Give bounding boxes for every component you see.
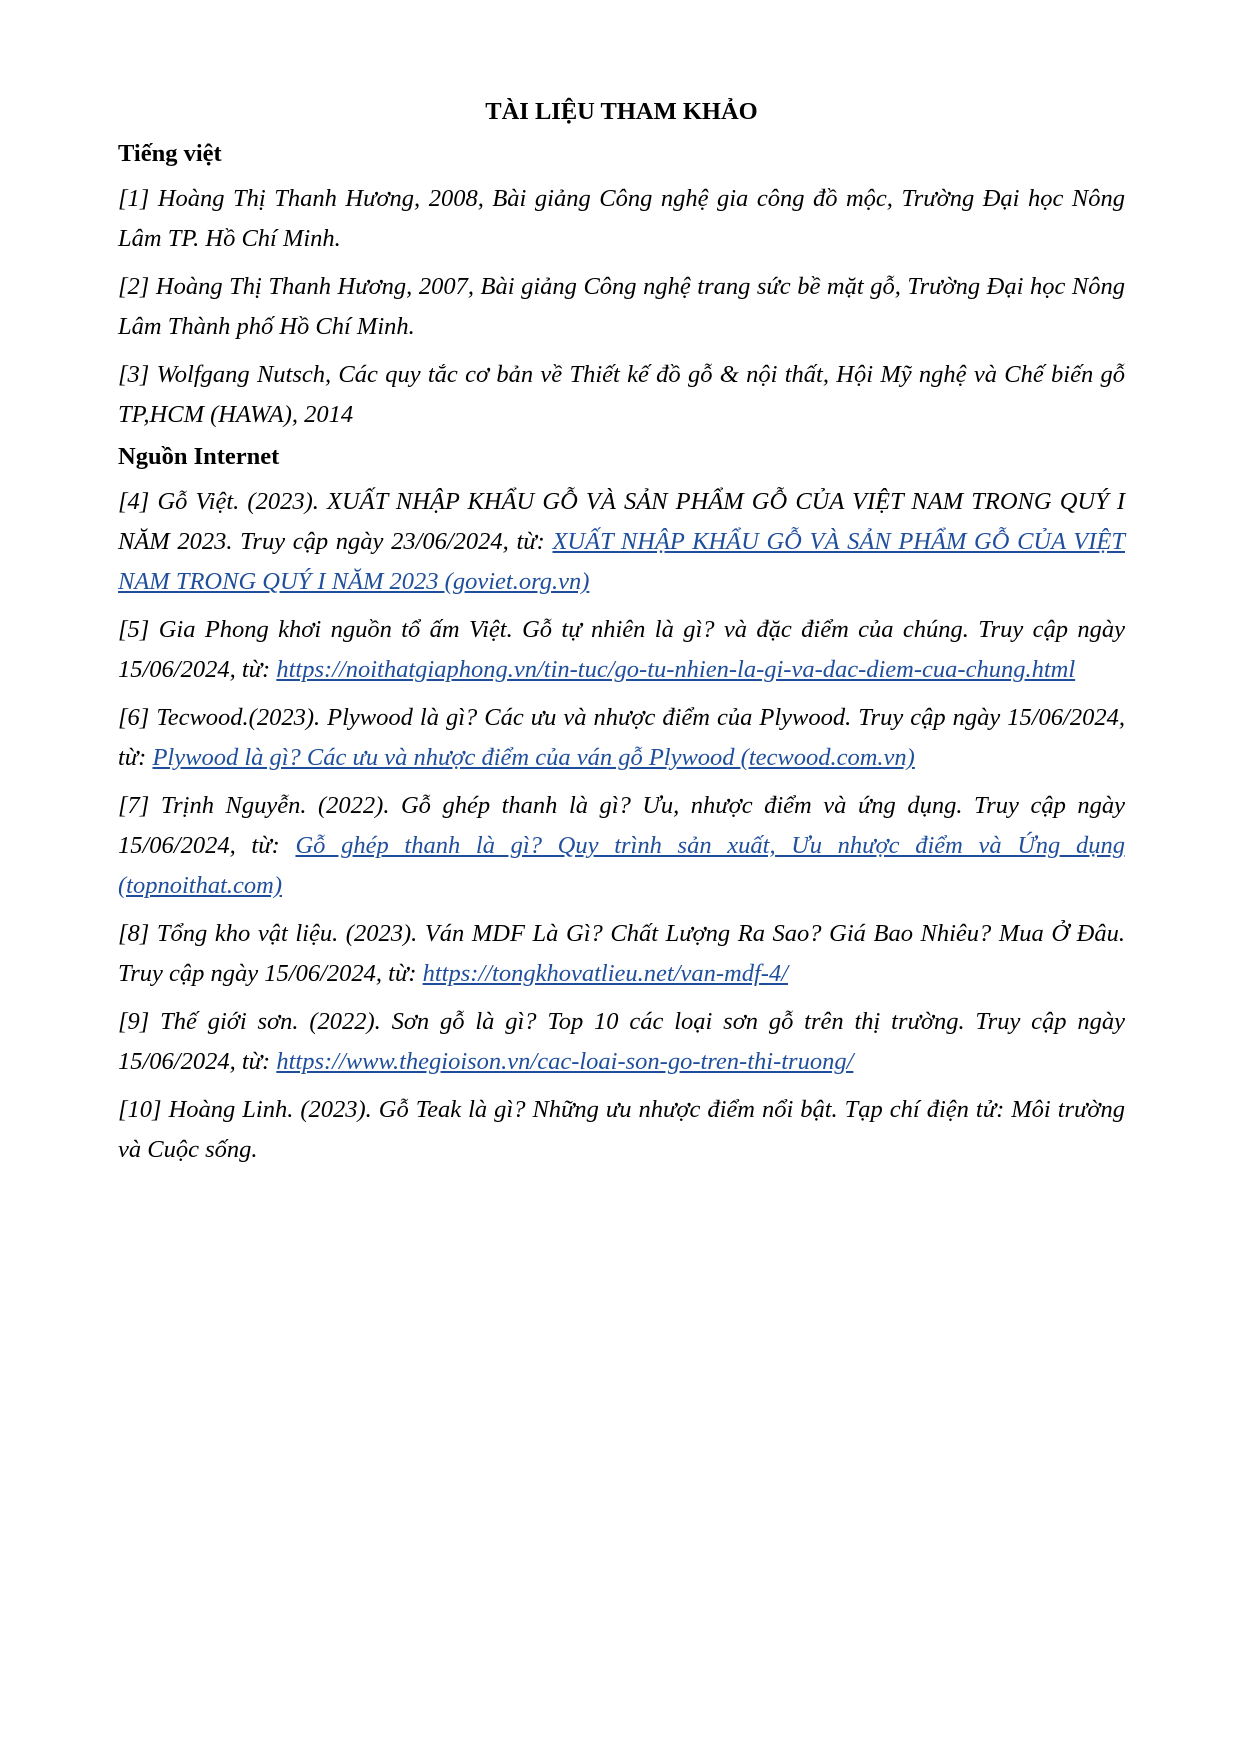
document-page <box>118 98 1125 1178</box>
page-title: TÀI LIỆU THAM KHẢO <box>485 98 758 125</box>
reference-item-7 <box>118 786 1125 906</box>
reference-item-4 <box>118 482 1125 602</box>
reference-item-10 <box>118 1090 1125 1170</box>
reference-link[interactable]: https://www.thegioison.vn/cac-loai-son-go-tren-thi-truong/ <box>276 1048 854 1075</box>
reference-text: [1] Hoàng Thị Thanh Hương, 2008, Bài giảng Công nghệ gia công đồ mộc, Trường Đại học Nông Lâm TP. Hồ Chí Minh. <box>118 185 1125 252</box>
reference-link[interactable]: https://noithatgiaphong.vn/tin-tuc/go-tu-nhien-la-gi-va-dac-diem-cua-chung.html <box>276 656 1076 683</box>
reference-item-9 <box>118 1002 1125 1082</box>
reference-text: [6] Tecwood.(2023). Plywood là gì? Các ưu và nhược điểm của Plywood. Truy cập ngày 15/06/2024, từ: <box>118 704 1125 771</box>
reference-text: [2] Hoàng Thị Thanh Hương, 2007, Bài giảng Công nghệ trang sức bề mặt gỗ, Trường Đại học Nông Lâm Thành phố Hồ Chí Minh. <box>118 273 1125 340</box>
reference-item-6 <box>118 698 1125 778</box>
section-heading-vietnamese: Tiếng việt <box>118 140 222 167</box>
reference-item-2 <box>118 267 1125 347</box>
reference-item-1 <box>118 179 1125 259</box>
reference-link[interactable]: Gỗ ghép thanh là gì? Quy trình sản xuất, Ưu nhược điểm và Ứng dụng (topnoithat.com) <box>118 832 1125 899</box>
reference-text: [7] Trịnh Nguyễn. (2022). Gỗ ghép thanh là gì? Ưu, nhược điểm và ứng dụng. Truy cập ngày 15/06/2024, từ: <box>118 792 1125 859</box>
reference-link[interactable]: Plywood là gì? Các ưu và nhược điểm của ván gỗ Plywood (tecwood.com.vn) <box>152 744 915 771</box>
reference-link[interactable]: https://tongkhovatlieu.net/van-mdf-4/ <box>422 960 789 987</box>
reference-text: [10] Hoàng Linh. (2023). Gỗ Teak là gì? Những ưu nhược điểm nổi bật. Tạp chí điện tử: Môi trường và Cuộc sống. <box>118 1096 1125 1163</box>
reference-item-5 <box>118 610 1125 690</box>
reference-item-3 <box>118 355 1125 435</box>
reference-text: [4] Gỗ Việt. (2023). XUẤT NHẬP KHẨU GỖ VÀ SẢN PHẨM GỖ CỦA VIỆT NAM TRONG QUÝ I NĂM 2023. Truy cập ngày 23/06/2024, từ: <box>118 488 1125 555</box>
reference-text: [5] Gia Phong khơi nguồn tổ ấm Việt. Gỗ tự nhiên là gì? và đặc điểm của chúng. Truy cập ngày 15/06/2024, từ: <box>118 616 1125 683</box>
reference-text: [3] Wolfgang Nutsch, Các quy tắc cơ bản về Thiết kế đồ gỗ & nội thất, Hội Mỹ nghệ và Chế biến gỗ TP,HCM (HAWA), 2014 <box>118 361 1125 428</box>
reference-text: [9] Thế giới sơn. (2022). Sơn gỗ là gì? Top 10 các loại sơn gỗ trên thị trường. Truy cập ngày 15/06/2024, từ: <box>118 1008 1125 1075</box>
reference-text: [8] Tổng kho vật liệu. (2023). Ván MDF Là Gì? Chất Lượng Ra Sao? Giá Bao Nhiêu? Mua Ở Đâu. Truy cập ngày 15/06/2024, từ: <box>118 920 1125 987</box>
reference-link[interactable]: XUẤT NHẬP KHẨU GỖ VÀ SẢN PHẨM GỖ CỦA VIỆT NAM TRONG QUÝ I NĂM 2023 (goviet.org.vn) <box>118 528 1125 595</box>
reference-item-8 <box>118 914 1125 994</box>
section-heading-internet: Nguồn Internet <box>118 443 280 470</box>
